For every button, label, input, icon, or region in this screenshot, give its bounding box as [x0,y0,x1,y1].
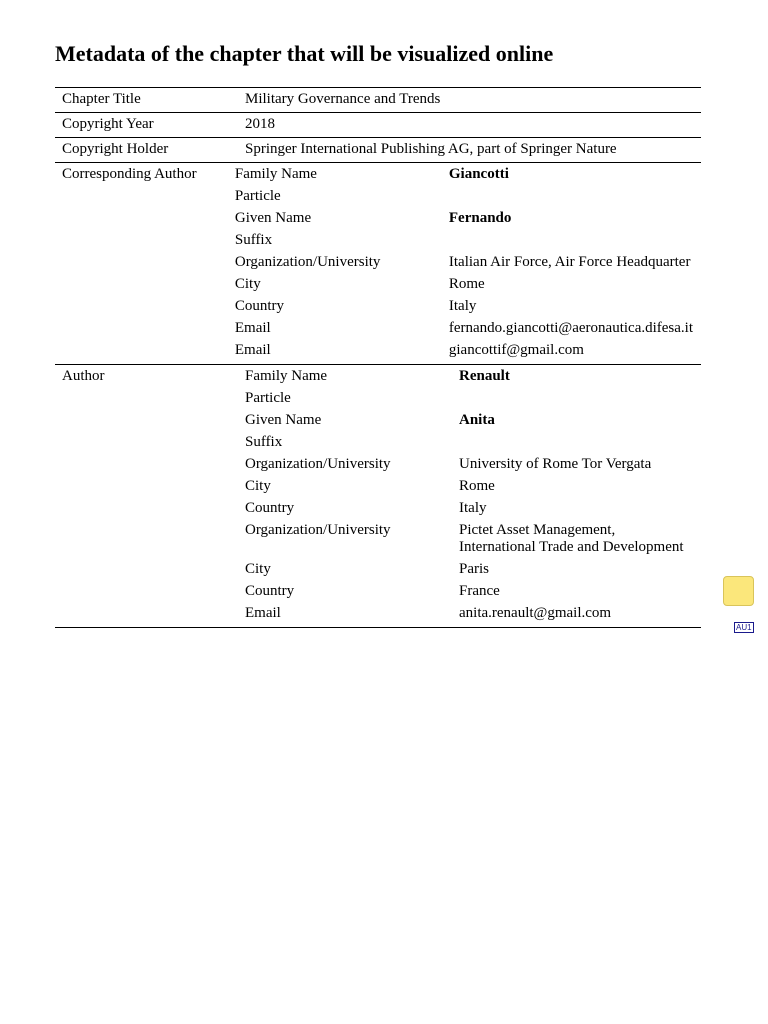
copyright-holder-row [55,138,701,163]
role-label: Author [62,368,105,384]
role-label: Corresponding Author [62,166,197,182]
copyright-year-row [55,113,701,138]
field-label: Particle [245,390,291,406]
field-value: Renault [459,368,510,384]
field-label: Organization/University [245,456,391,472]
row-value: Springer International Publishing AG, part of Springer Nature [245,141,617,157]
field-label: Email [234,320,271,336]
field-list [235,166,701,359]
page-title: Metadata of the chapter that will be visualized online [55,41,554,66]
field-label: City [245,561,271,577]
field-value: Rome [459,478,495,494]
field-label: Family Name [245,368,328,384]
row-label: Chapter Title [62,91,141,107]
row-value: 2018 [245,116,275,132]
field-value [459,390,701,407]
sticky-note-icon[interactable] [723,576,754,606]
field-row [245,456,701,473]
field-value: Anita [459,412,495,428]
field-value: Italian Air Force, Air Force Headquarter [448,254,691,270]
field-row [245,412,701,429]
field-value: Italy [459,500,487,516]
field-row [235,298,701,315]
field-value: anita.renault@gmail.com [459,605,612,621]
field-value [459,434,701,451]
field-label: Family Name [234,166,317,182]
field-row [245,583,701,600]
field-row [245,522,701,556]
field-value [449,232,701,249]
field-row [245,478,701,495]
field-label: Email [234,342,271,358]
field-row [235,342,701,359]
field-label: Given Name [234,210,312,226]
field-label: Country [245,500,295,516]
field-value: Fernando [448,210,512,226]
field-row [245,368,701,385]
field-value: Paris [459,561,489,577]
field-value: France [459,583,500,599]
field-row [235,320,701,337]
field-row [235,188,701,205]
field-value: Rome [448,276,485,292]
field-label: Given Name [245,412,322,428]
field-row [235,210,701,227]
field-value [449,188,701,205]
field-row [235,254,701,271]
field-label: City [234,276,261,292]
field-row [235,232,701,249]
field-label: City [245,478,271,494]
row-label: Copyright Year [62,116,154,132]
corresponding-author-block [55,163,701,365]
field-label: Organization/University [234,254,381,270]
field-label: Suffix [234,232,273,248]
field-list [245,368,701,622]
field-label: Particle [234,188,281,204]
field-row [245,561,701,578]
field-row [245,434,701,451]
field-row [245,390,701,407]
field-value: University of Rome Tor Vergata [459,456,652,472]
field-value: giancottif@gmail.com [448,342,584,358]
field-row [235,276,701,293]
field-row [235,166,701,183]
field-label: Country [234,298,285,314]
field-row [245,500,701,517]
metadata-table [55,87,701,628]
chapter-title-row [55,88,701,113]
row-value: Military Governance and Trends [245,91,441,107]
field-label: Email [245,605,281,621]
author-block [55,365,701,628]
field-label: Country [245,583,295,599]
row-label: Copyright Holder [62,141,169,157]
author-query-tag[interactable]: AU1 [736,623,752,632]
field-value: Italy [448,298,477,314]
field-value: fernando.giancotti@aeronautica.difesa.it [448,320,693,336]
field-value: Pictet Asset Management, International Trade and Development [459,522,684,555]
field-label: Organization/University [245,522,391,538]
field-value: Giancotti [448,166,509,182]
field-row [245,605,701,622]
field-label: Suffix [245,434,283,450]
